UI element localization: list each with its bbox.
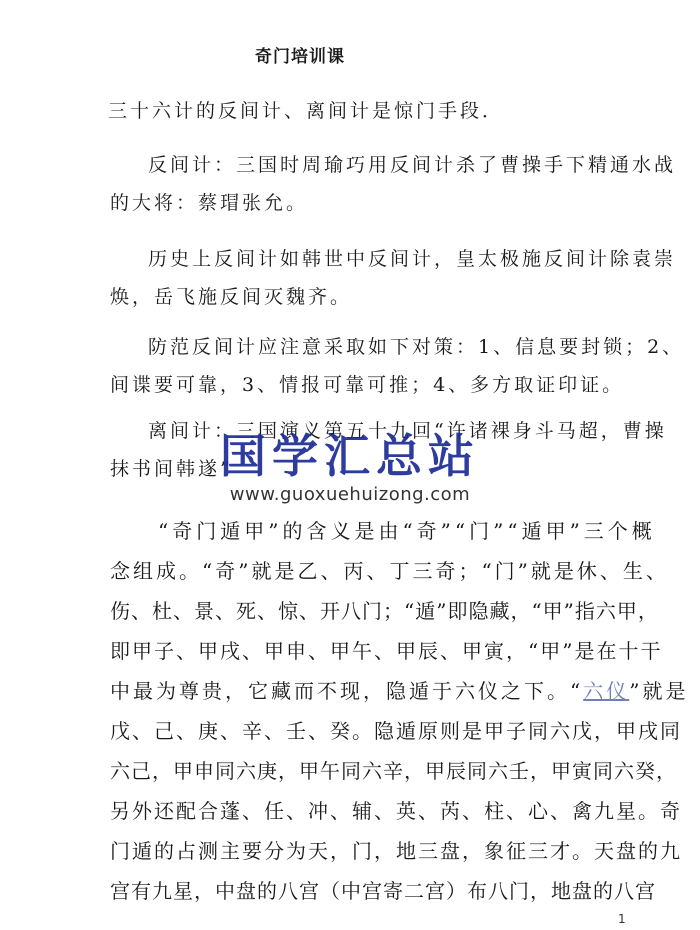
body-line: 伤、杜、景、死、惊、开八门；“遁”即隐藏，“甲”指六甲，: [110, 599, 659, 623]
paragraph-line: 历史上反间计如韩世中反间计，皇太极施反间计除袁崇: [148, 248, 677, 270]
watermark-url: www.guoxuehuizong.com: [140, 484, 560, 505]
body-line: 戊、己、庚、辛、壬、癸。隐遁原则是甲子同六戊，甲戌同: [110, 719, 682, 743]
paragraph-line: 三十六计的反间计、离间计是惊门手段．: [108, 100, 505, 122]
watermark-logo: 国学汇总站: [220, 429, 480, 483]
body-line: “奇门遁甲”的含义是由“奇”“门”“遁甲”三个概: [158, 519, 656, 543]
page-title: 奇门培训课: [255, 47, 345, 67]
body-line: 六己，甲申同六庚，甲午同六辛，甲辰同六壬，甲寅同六癸，: [110, 759, 677, 783]
paragraph-line: 离间计：三国演义第五十九回“许诸裸身斗马超，曹操: [148, 420, 667, 442]
page-number: 1: [618, 912, 626, 926]
paragraph-line: 间谍要可靠，3、情报可靠可推；4、多方取证印证。: [110, 374, 625, 396]
body-line: 门遁的占测主要分为天，门，地三盘，象征三才。天盘的九: [110, 839, 682, 863]
paragraph-line: 反间计：三国时周瑜巧用反间计杀了曹操手下精通水战: [148, 154, 677, 176]
body-line: [110, 675, 688, 704]
liuyi-link[interactable]: 六仪: [583, 679, 630, 703]
body-line: 念组成。“奇”就是乙、丙、丁三奇；“门”就是休、生、: [110, 559, 669, 583]
body-text: ”就是: [629, 679, 689, 703]
body-text: 中最为尊贵，它藏而不现，隐遁于六仪之下。“: [110, 679, 584, 703]
body-line: 另外还配合蓬、任、冲、辅、英、芮、柱、心、禽九星。奇: [110, 799, 682, 823]
paragraph-line: 的大将：蔡瑁张允。: [110, 192, 309, 214]
paragraph-line: 抹书间韩遂”: [110, 458, 233, 480]
body-line: 即甲子、甲戌、甲申、甲午、甲辰、甲寅，“甲”是在十干: [110, 639, 663, 663]
paragraph-line: 防范反间计应注意采取如下对策：1、信息要封锁；2、: [148, 336, 685, 358]
body-line: 宫有九星，中盘的八宫（中宫寄二宫）布八门，地盘的八宫: [110, 879, 656, 903]
paragraph-line: 焕，岳飞施反间灭魏齐。: [110, 286, 353, 308]
